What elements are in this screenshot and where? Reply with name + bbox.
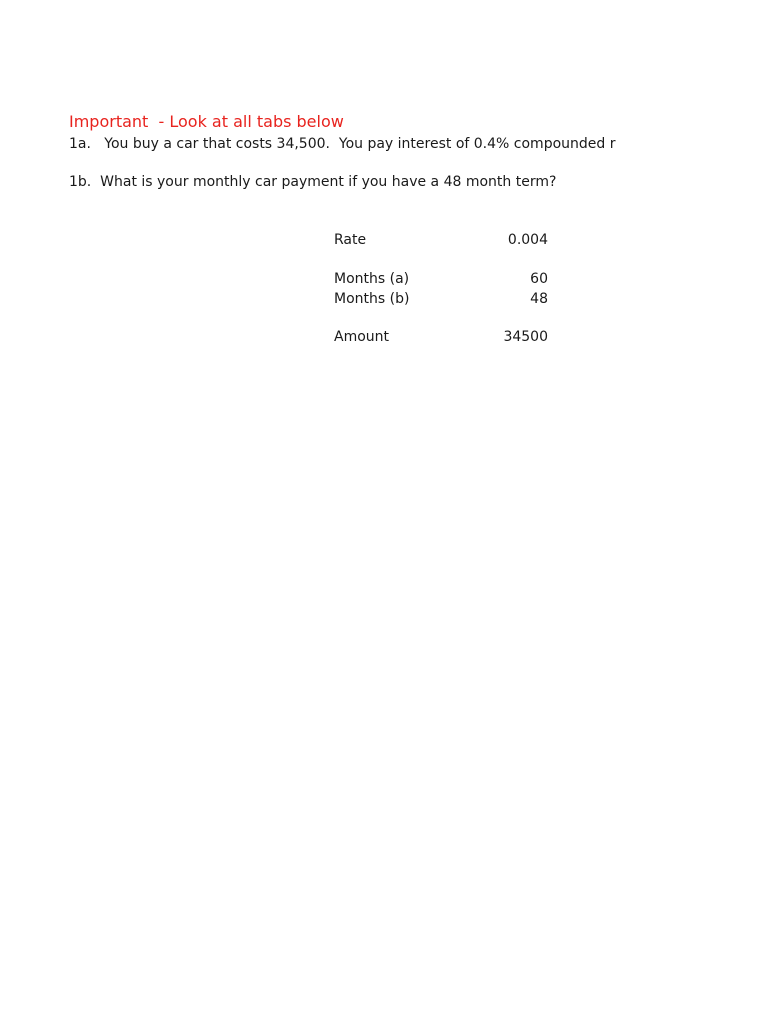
months-b-row	[334, 292, 548, 306]
important-notice: Important - Look at all tabs below	[69, 112, 344, 131]
amount-row	[334, 330, 548, 344]
rate-label: Rate	[334, 232, 367, 248]
amount-label: Amount	[334, 329, 390, 345]
question-1b: 1b. What is your monthly car payment if you have a 48 month term?	[69, 174, 557, 190]
amount-value[interactable]: 34500	[503, 329, 548, 345]
months-a-value[interactable]: 60	[530, 271, 548, 287]
months-b-label: Months (b)	[334, 291, 410, 307]
months-b-value[interactable]: 48	[530, 291, 548, 307]
rate-row	[334, 233, 548, 247]
question-1a: 1a. You buy a car that costs 34,500. You pay interest of 0.4% compounded r	[69, 137, 616, 151]
months-a-row	[334, 272, 548, 286]
rate-value[interactable]: 0.004	[507, 232, 548, 248]
months-a-label: Months (a)	[334, 271, 410, 287]
